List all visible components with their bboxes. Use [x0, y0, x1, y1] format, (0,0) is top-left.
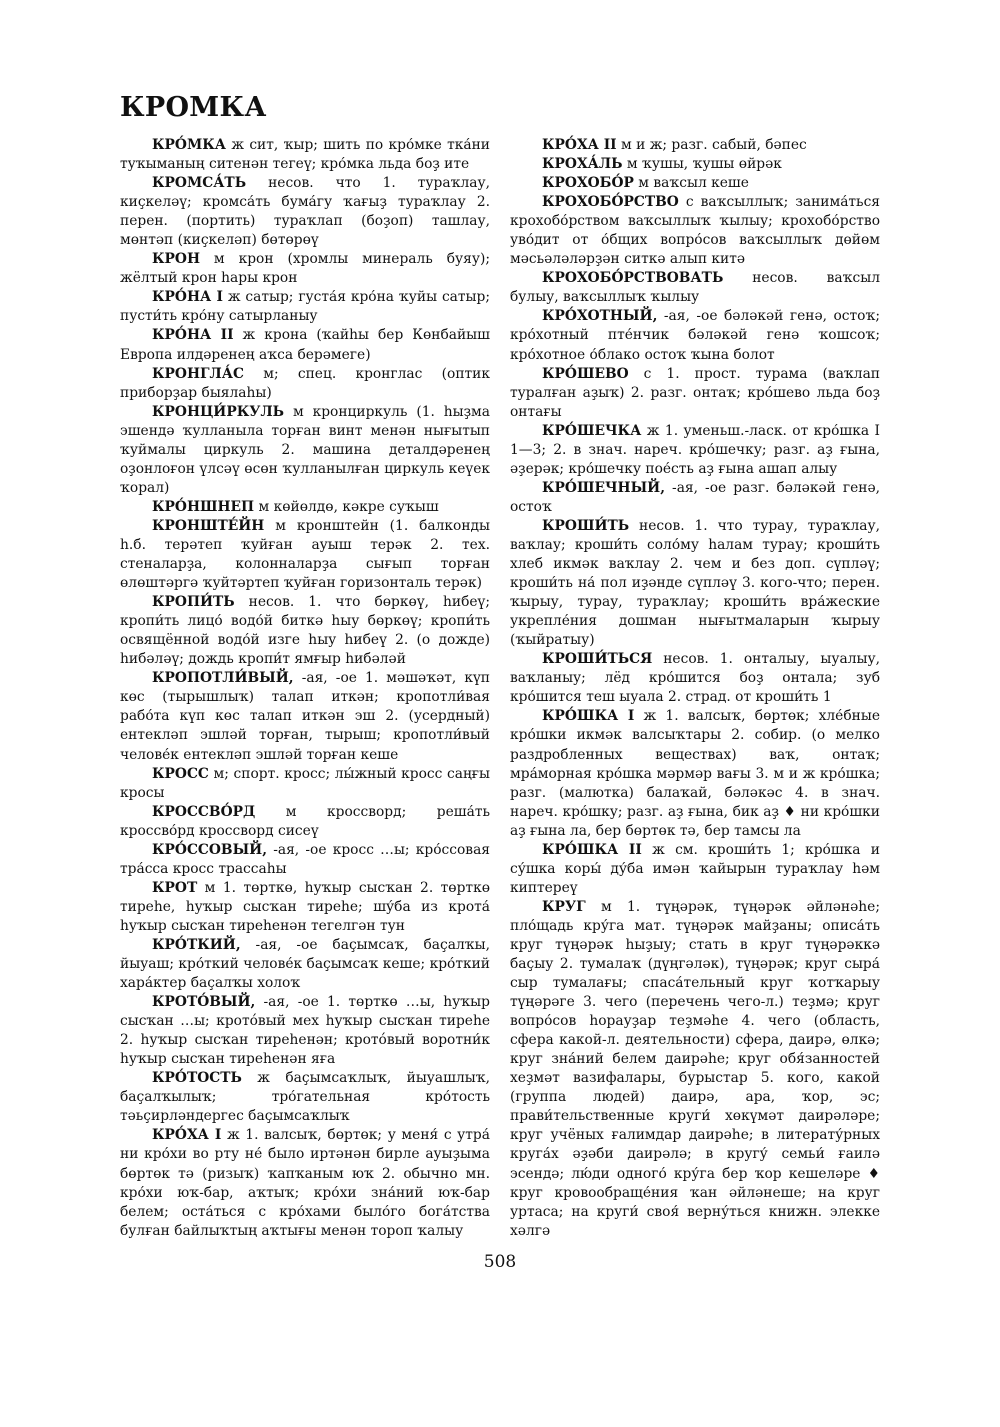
entry-headword: КРО́НА I: [152, 289, 223, 306]
dictionary-entry: [120, 136, 490, 174]
entry-headword: КРО́ССОВЫЙ,: [152, 841, 268, 858]
entry-definition: ж крона (ҡайһы бер Көнбайыш Европа илдәренең аҡса берәмеге): [120, 327, 490, 363]
entry-headword: КРОНГЛА́С: [152, 365, 244, 382]
entry-definition: несов. что 1. тураҡлау, киҫкеләү; кромса́ть бума́гу ҡағыҙ тураҡлау 2. перен. (портить) тураҡлап (боҙоп) ташлау, мөнтәп (киҫкеләп) бөтөрөү: [120, 175, 490, 249]
entry-definition: м; спорт. кросс; лы́жный кросс саңғы кросы: [120, 765, 490, 801]
dictionary-entry: [510, 650, 880, 707]
entry-definition: м; спец. кронглас (оптик приборҙар быялаһы): [120, 365, 490, 401]
dictionary-entry: [120, 517, 490, 593]
entry-definition: -ая, -ое разг. бәләкәй генә, остоҡ: [510, 479, 880, 515]
dictionary-entry: [120, 993, 490, 1069]
dictionary-entry: [510, 155, 880, 174]
dictionary-entry: [120, 326, 490, 364]
entry-definition: несов. 1. что бөркөү, һибеү; кропи́ть лицо́ водо́й биткә һыу бөркөү; кропи́ть освящённой водо́й изге һыу һибеү 2. (о дожде) һибәләү; дождь кропи́т ямғыр һибәләй: [120, 594, 490, 668]
right-column: [510, 136, 880, 1241]
entry-definition: ж 1. уменьш.-ласк. от кро́шка I 1—3; 2. в знач. нареч. кро́шечку; разг. аҙ ғына, әҙерәк; кро́шечку пое́сть аҙ ғына ашап алыу: [510, 422, 880, 477]
dictionary-entry: [510, 136, 880, 155]
entry-definition: ж 1. валсыҡ, бөртөк; у меня́ с утра́ ни кро́хи во рту не́ было иртәнән бирле ауыҙыма бөртөк тә (ризыҡ) ҡапҡаным юҡ 2. обычно мн. кро́хи юҡ-бар, аҡтыҡ; кро́хи зна́ний юҡ-бар белем; оста́ться с кро́хами было́го бога́тства булған байлыҡтың аҡтығы менән тороп ҡалыу: [120, 1127, 490, 1239]
entry-definition: -ая, -ое кросс …ы; кро́ссовая тра́сса кросс трассаһы: [120, 841, 490, 877]
entry-headword: КРО́МКА: [152, 137, 227, 153]
dictionary-entry: [120, 593, 490, 669]
entry-headword: КРО́ХОТНЫЙ,: [542, 308, 658, 325]
page-header: КРОМКА: [120, 92, 267, 123]
entry-definition: -ая, -ое бәләкәй генә, остоҡ; кро́хотный пте́нчик бәләкәй генә ҡошсоҡ; кро́хотное о́блако остоҡ ҡына болот: [510, 308, 880, 363]
entry-headword: КРОХОБО́РСТВО: [542, 194, 679, 211]
entry-definition: ж сатыр; густа́я кро́на ҡуйы сатыр; пусти́ть кро́ну сатырланыу: [120, 289, 490, 325]
entry-definition: несов. ваҡсыл булыу, ваҡсыллыҡ ҡылыу: [510, 270, 880, 306]
entry-headword: КРОТ: [152, 879, 198, 896]
entry-definition: с ваҡсыллыҡ; занима́ться крохобо́рством ваҡсыллыҡ ҡылыу; крохобо́рство уво́дит от о́бщих вопро́сов ваҡсыллыҡ дөйөм мәсьәләләрҙән ситкә алып китә: [510, 194, 880, 268]
entry-headword: КРОПИ́ТЬ: [152, 594, 235, 611]
dictionary-entry: [120, 936, 490, 993]
dictionary-entry: [510, 707, 880, 840]
entry-headword: КРОХА́ЛЬ: [542, 156, 623, 173]
dictionary-entry: [510, 517, 880, 650]
entry-definition: ж баҫымсаҡлыҡ, йыуашлыҡ, баҫалҡылыҡ; тро́гательная кро́тость тәьҫирләндергес баҫымсаҡлыҡ: [120, 1070, 490, 1125]
entry-definition: м кроссворд; реша́ть кроссво́рд кроссворд сисеү: [120, 803, 490, 839]
entry-definition: -ая, -ое 1. мәшәҡәт, күп көс (тырышлыҡ) талап иткән; кропотли́вая рабо́та күп көс талап иткән эш 2. (усердный) ентекләп эшләй торған, тырыш; кропотли́вый челове́к ентекләп эшләй торған кеше: [120, 670, 490, 763]
entry-headword: КРОН: [152, 251, 200, 268]
entry-definition: с 1. прост. турама (ваҡлап туралған аҙыҡ) 2. разг. онтаҡ; кро́шево льда боҙ онтағы: [510, 365, 880, 420]
dictionary-entry: [120, 498, 490, 517]
entry-definition: м 1. түңәрәк, түңәрәк әйләнәһе; пло́щадь кру́га мат. түңәрәк майҙаны; описа́ть круг түңәрәк һыҙыу; стать в круг түңәрәккә баҫыу 2. тумалаҡ (дүңгәләк), түңәрәк; круг сыра́ сыр тумалағы; спаса́тельный круг ҡотҡарыу түңәрәге 3. чего (перечень чего-л.) теҙмә; круг вопро́сов һорауҙар теҙмәһе 4. чего (область, сфера какой-л. деятельности) сфера, даирә, өлкә; круг зна́ний белем даирәһе; круг обя́занностей хеҙмәт вазифалары, бурыстар 5. кого, какой (группа людей) даирә, ара, ҡор, эс; прави́тельственные круги́ хөкүмәт даирәләре; круг учёных ғалимдар даирәһе; в литерату́рных круга́х әҙәби даирәлә; в кругу́ семьи́ ғаилә эсендә; лю́ди одного́ кру́га бер ҡор кешеләре ♦ круг кровообраще́ния ҡан әйләнеше; на круг уртаса; на круги́ своя́ верну́ться книжн. элекке хәлгә: [510, 898, 880, 1239]
dictionary-entry: [510, 307, 880, 364]
entry-headword: КРОПОТЛИ́ВЫЙ,: [152, 670, 294, 687]
entry-definition: несов. 1. что турау, тураҡлау, ваҡлау; кроши́ть соло́му һалам турау; кроши́ть хлеб икмәк ваҡлау 2. чем и без доп. сүпләү; кроши́ть на́ пол иҙәнде сүпләү 3. кого-что; перен. ҡырыу, турау, тураҡлау; кроши́ть вра́жеские укрепле́ния дошман нығытмаларын ҡырыу (ҡыйратыу): [510, 517, 880, 649]
entry-definition: ж 1. валсыҡ, бөртөк; хле́бные кро́шки икмәк валсыҡтары 2. собир. (о мелко раздробленных веществах) ваҡ, онтаҡ; мра́морная кро́шка мәрмәр вағы 3. м и ж кро́шка; разг. (малютка) балаҡай, бәләкәс 4. в знач. нареч. кро́шку; разг. аҙ ғына, бик аҙ ♦ ни кро́шки аҙ ғына ла, бер бөртөк тә, бер тамсы ла: [510, 708, 880, 839]
dictionary-entry: [120, 803, 490, 841]
entry-definition: несов. 1. онталыу, ыуалыу, ваҡланыу; лёд кро́шится боҙ онтала; зуб кро́шится теш ыуала 2. страд. от кроши́ть 1: [510, 651, 880, 706]
dictionary-entry: [120, 250, 490, 288]
dictionary-entry: [120, 365, 490, 403]
dictionary-entry: [510, 174, 880, 193]
entry-headword: КРОМСА́ТЬ: [152, 175, 247, 192]
entry-definition: м ҡушы, ҡушы өйрәк: [622, 156, 782, 173]
entry-definition: -ая, -ое 1. төрткө …ы, һуҡыр сысҡан …ы; кротóвый мех һуҡыр сысҡан тиреһе 2. һуҡыр сысҡан тиреһенән; кротóвый воротни́к һуҡыр сысҡан тиреһенән яға: [120, 994, 490, 1068]
dictionary-entry: [510, 422, 880, 479]
entry-headword: КРО́ТКИЙ,: [152, 936, 241, 953]
dictionary-entry: [510, 269, 880, 307]
dictionary-entry: [120, 174, 490, 250]
entry-definition: ж сит, ҡыр; шить по кро́мке тка́ни туҡыманың ситенән тегеү; кро́мка льда боҙ ите: [120, 137, 490, 173]
dictionary-entry: [510, 365, 880, 422]
dictionary-entry: [120, 1069, 490, 1126]
entry-headword: КРО́ШЕЧНЫЙ,: [542, 479, 666, 496]
entry-definition: м ваҡсыл кеше: [633, 175, 749, 192]
entry-headword: КРОНШТЕ́ЙН: [152, 517, 265, 534]
dictionary-entry: [510, 193, 880, 269]
entry-definition: -ая, -ое баҫымсаҡ, баҫалҡы, йыуаш; кро́ткий челове́к баҫымсаҡ кеше; кро́ткий хара́ктер баҫалҡы холоҡ: [120, 936, 490, 992]
entry-headword: КРОСС: [152, 765, 209, 782]
entry-definition: м и ж; разг. сабый, бәпес: [616, 137, 807, 153]
entry-headword: КРОШИ́ТЬСЯ: [542, 651, 653, 668]
entry-headword: КРО́ШКА I: [542, 708, 635, 725]
entry-headword: КРО́ХА I: [152, 1127, 222, 1144]
entry-headword: КРО́НА II: [152, 327, 234, 344]
entry-definition: м кронштейн (1. балконды һ.б. терәтеп ҡуйған ауыш терәк 2. тех. стеналарҙа, колонналарҙа сығып торған өлөштәргә ҡуйтәртеп ҡуйған горизонталь терәк): [120, 517, 490, 592]
dictionary-entry: [120, 765, 490, 803]
entry-headword: КРОТО́ВЫЙ,: [152, 994, 256, 1011]
dictionary-entry: [120, 288, 490, 326]
entry-headword: КРОХОБО́Р: [542, 175, 634, 192]
entry-headword: КРОШИ́ТЬ: [542, 517, 630, 534]
entry-headword: КРО́ТОСТЬ: [152, 1070, 242, 1087]
dictionary-entry: [120, 403, 490, 498]
dictionary-entry: [120, 841, 490, 879]
dictionary-entry: [120, 669, 490, 764]
dictionary-entry: [120, 1126, 490, 1240]
page-number: 508: [483, 1252, 517, 1272]
dictionary-entry: [120, 879, 490, 936]
entry-headword: КРО́ШЕЧКА: [542, 422, 642, 439]
entry-headword: КРО́ШЕВО: [542, 365, 629, 382]
entry-headword: КРОССВО́РД: [152, 803, 256, 820]
entry-definition: м кронциркуль (1. һыҙма эшендә ҡулланыла торған винт менән нығытып ҡуймалы циркуль 2. машина деталдәренең оҙонлоғон үлсәү өсөн ҡулланылған циркуль кеүек ҡорал): [120, 403, 490, 496]
entry-headword: КРУГ: [542, 898, 586, 915]
entry-headword: КРО́НШНЕП: [152, 498, 255, 515]
entry-headword: КРОНЦИ́РКУЛЬ: [152, 403, 285, 420]
dictionary-entry: [510, 841, 880, 898]
entry-definition: м 1. төрткө, һуҡыр сысҡан 2. төрткө тиреһе, һуҡыр сысҡан тиреһе; шу́ба из крота́ һуҡыр сысҡан тиреһенән тегелгән тун: [120, 879, 490, 934]
entry-headword: КРО́ХА II: [542, 137, 617, 153]
dictionary-entry: [510, 479, 880, 517]
entry-definition: ж см. кроши́ть 1; кро́шка и су́шка коры́ ду́ба имән ҡайырын тураҡлау һәм киптереү: [510, 841, 880, 896]
dictionary-entry: [510, 898, 880, 1241]
entry-definition: м крон (хромлы минераль буяу); жёлтый крон һары крон: [120, 251, 490, 287]
entry-headword: КРОХОБО́РСТВОВАТЬ: [542, 270, 724, 287]
entry-headword: КРО́ШКА II: [542, 841, 642, 858]
entry-definition: м көйөлдө, кәкре суҡыш: [254, 498, 439, 515]
left-column: [120, 136, 490, 1241]
